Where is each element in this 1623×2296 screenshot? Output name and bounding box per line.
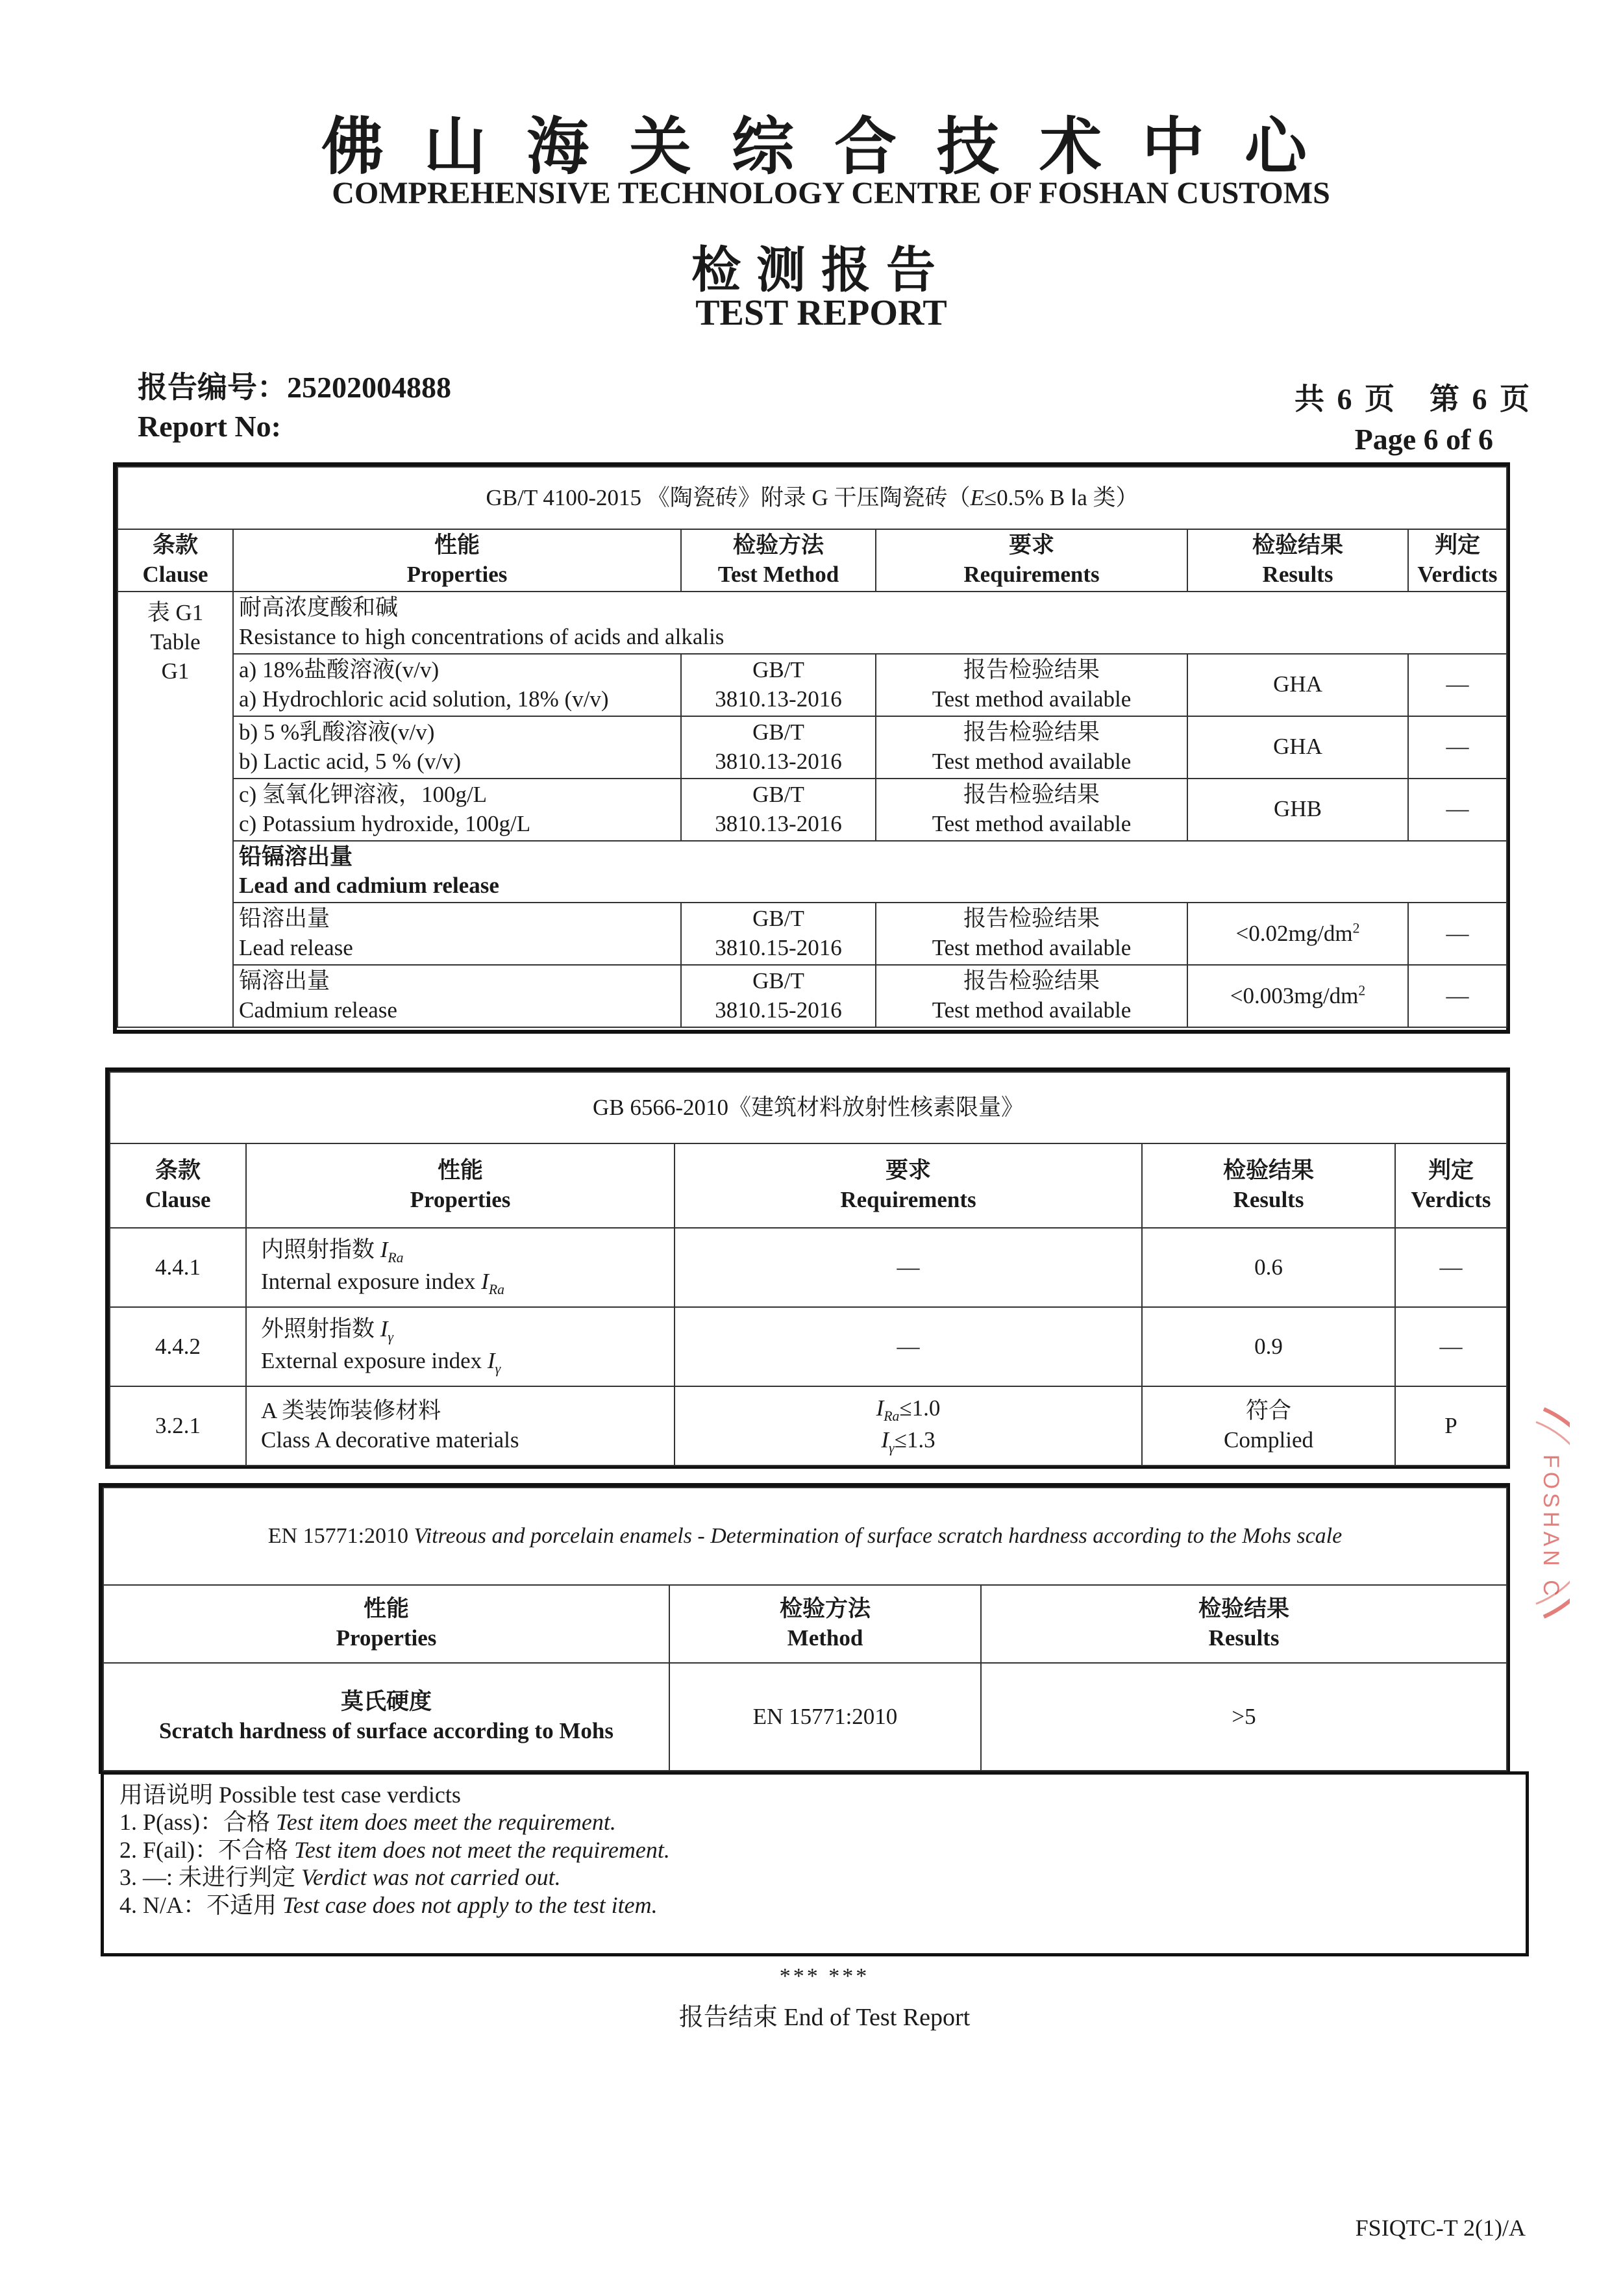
- legend-item-text: Test case does not apply to the test item.: [282, 1891, 658, 1918]
- header-req-cn: 要求: [885, 1158, 931, 1184]
- header-results-cn: 检验结果: [1198, 1596, 1289, 1622]
- method-value: EN 15771:2010: [669, 1663, 981, 1771]
- result-value: [1187, 965, 1408, 1027]
- legend-item-text: Test item does meet the requirement.: [276, 1809, 616, 1836]
- header-properties: [233, 529, 681, 592]
- requirement-en: Test method available: [932, 935, 1132, 961]
- clause-table-g1: [118, 592, 233, 1027]
- verdict-legend: [101, 1771, 1529, 1956]
- method-line-1: GB/T: [752, 968, 804, 994]
- header-properties: [246, 1143, 675, 1228]
- property-en: Scratch hardness of surface according to Mohs: [159, 1718, 613, 1743]
- req2-symbol: I: [881, 1427, 889, 1453]
- radioactivity-test-table: [109, 1071, 1507, 1466]
- property-en-text: External exposure index: [261, 1348, 488, 1373]
- header-properties-cn: 性能: [434, 532, 480, 558]
- req2-value: ≤1.3: [894, 1427, 935, 1453]
- method-line-1: GB/T: [752, 656, 804, 682]
- header-clause-cn: 条款: [152, 532, 198, 558]
- header-results-en: Results: [1233, 1187, 1304, 1212]
- result-en: Complied: [1223, 1427, 1314, 1453]
- property-en-symbol: I: [481, 1269, 489, 1294]
- table-row: [118, 779, 1507, 841]
- report-title-en: TEST REPORT: [695, 293, 947, 333]
- table-row: [110, 1307, 1507, 1386]
- property-cn-subscript: γ: [388, 1329, 393, 1345]
- table1-caption-post: ≤0.5% B Ⅰa 类）: [984, 484, 1139, 510]
- result-text: <0.02mg/dm: [1235, 920, 1353, 946]
- header-verdicts-en: Verdicts: [1417, 562, 1498, 587]
- property-en: c) Potassium hydroxide, 100g/L: [239, 810, 531, 836]
- legend-item-prefix: 2. F(ail)：不合格: [119, 1836, 294, 1863]
- header-properties-cn: 性能: [363, 1596, 409, 1622]
- header-clause: [118, 529, 233, 592]
- verdict-value: P: [1395, 1386, 1507, 1466]
- req1-subscript: Ra: [884, 1408, 900, 1425]
- property-cn-symbol: I: [380, 1237, 388, 1263]
- property-en: a) Hydrochloric acid solution, 18% (v/v): [239, 686, 609, 712]
- verdict-value: —: [1408, 716, 1507, 779]
- header-verdicts: [1395, 1143, 1507, 1228]
- requirement-value: —: [675, 1307, 1142, 1386]
- property-en-symbol: I: [487, 1348, 495, 1373]
- verdict-value: —: [1408, 779, 1507, 841]
- group-acid-alkali: [233, 592, 1507, 654]
- header-clause-en: Clause: [142, 562, 208, 587]
- property-en: Cadmium release: [239, 997, 397, 1023]
- legend-item: [119, 1836, 1510, 1864]
- header-properties-en: Properties: [406, 562, 508, 587]
- table3-caption-title: Vitreous and porcelain enamels - Determination of surface scratch hardness according to the Mohs scale: [414, 1524, 1343, 1549]
- property-en: b) Lactic acid, 5 % (v/v): [239, 748, 462, 774]
- requirement-en: Test method available: [932, 748, 1132, 774]
- mohs-hardness-test-table: [103, 1487, 1507, 1771]
- table-row: [118, 654, 1507, 716]
- method-line-1: GB/T: [752, 906, 804, 932]
- result-value: GHA: [1187, 716, 1408, 779]
- header-verdicts-cn: 判定: [1434, 532, 1480, 558]
- report-number-value: 25202004888: [287, 371, 451, 404]
- table2-caption: GB 6566-2010《建筑材料放射性核素限量》: [110, 1072, 1507, 1143]
- property-cn: A 类装饰装修材料: [261, 1398, 441, 1424]
- requirement-cn: 报告检验结果: [963, 906, 1100, 932]
- result-value: 0.9: [1142, 1307, 1395, 1386]
- header-verdicts-en: Verdicts: [1411, 1187, 1491, 1212]
- legend-item-text: Verdict was not carried out.: [301, 1864, 561, 1891]
- property-en-text: Internal exposure index: [261, 1269, 482, 1294]
- table-row: [118, 965, 1507, 1027]
- result-value: [1187, 903, 1408, 965]
- method-line-2: 3810.13-2016: [715, 810, 842, 836]
- requirement-value: —: [675, 1228, 1142, 1307]
- header-clause-en: Clause: [145, 1187, 211, 1212]
- clause-value: 3.2.1: [110, 1386, 246, 1466]
- clause-value: 4.4.1: [110, 1228, 246, 1307]
- property-en: [261, 1347, 669, 1379]
- property-cn-text: 内照射指数: [261, 1237, 380, 1263]
- table-row: [110, 1228, 1507, 1307]
- requirement-cn: 报告检验结果: [963, 968, 1100, 994]
- header-clause: [110, 1143, 246, 1228]
- organization-name-en: COMPREHENSIVE TECHNOLOGY CENTRE OF FOSHAN CUSTOMS: [332, 176, 1330, 210]
- property-cn: [261, 1315, 669, 1347]
- group-lead-cadmium: [233, 841, 1507, 903]
- table-row: [103, 1663, 1507, 1771]
- method-line-2: 3810.15-2016: [715, 935, 842, 961]
- legend-item-prefix: 4. N/A：不适用: [119, 1891, 282, 1918]
- property-cn-text: 外照射指数: [261, 1316, 380, 1342]
- header-properties-en: Properties: [336, 1625, 437, 1651]
- header-results: [1142, 1143, 1395, 1228]
- table-row: [110, 1386, 1507, 1466]
- requirement-en: Test method available: [932, 686, 1132, 712]
- header-properties-cn: 性能: [437, 1158, 483, 1184]
- property-en: Lead release: [239, 935, 353, 961]
- result-value: GHB: [1187, 779, 1408, 841]
- result-sup: 2: [1358, 982, 1366, 999]
- property-en-subscript: γ: [495, 1361, 501, 1377]
- header-req-cn: 要求: [1008, 532, 1054, 558]
- result-value: >5: [981, 1663, 1507, 1771]
- header-req-en: Requirements: [840, 1187, 976, 1212]
- end-of-report: 报告结束 End of Test Report: [678, 2004, 971, 2031]
- verdict-value: —: [1395, 1228, 1507, 1307]
- header-method-cn: 检验方法: [732, 532, 824, 558]
- header-results-en: Results: [1208, 1625, 1280, 1651]
- report-number-label-en: Report No:: [138, 410, 281, 443]
- result-sup: 2: [1352, 920, 1360, 936]
- report-title-cn: 检测报告: [691, 241, 951, 299]
- header-test-method: [681, 529, 876, 592]
- table3-caption-standard: EN 15771:2010: [267, 1524, 414, 1549]
- result-cn: 符合: [1245, 1398, 1291, 1424]
- property-cn: b) 5 %乳酸溶液(v/v): [239, 719, 435, 745]
- group-acid-alkali-en: Resistance to high concentrations of acids and alkalis: [239, 623, 725, 649]
- header-method: [669, 1585, 981, 1663]
- method-line-2: 3810.13-2016: [715, 748, 842, 774]
- table1-caption-pre: GB/T 4100-2015 《陶瓷砖》附录 G 干压陶瓷砖（: [486, 484, 971, 510]
- requirement-cn: 报告检验结果: [963, 719, 1100, 745]
- header-properties-en: Properties: [410, 1187, 511, 1212]
- verdict-value: —: [1408, 965, 1507, 1027]
- result-text: <0.003mg/dm: [1230, 982, 1359, 1008]
- legend-item-prefix: 1. P(ass)：合格: [119, 1809, 276, 1836]
- property-cn-symbol: I: [380, 1316, 388, 1342]
- form-code: FSIQTC-T 2(1)/A: [1355, 2215, 1526, 2241]
- end-stars: *** ***: [779, 1964, 870, 1988]
- table-row: [118, 903, 1507, 965]
- page-indicator-cn: 共 6 页 第 6 页: [1295, 382, 1532, 416]
- method-line-2: 3810.15-2016: [715, 997, 842, 1023]
- header-req-en: Requirements: [963, 562, 1100, 587]
- req1-symbol: I: [876, 1395, 884, 1421]
- header-results: [981, 1585, 1507, 1663]
- group-lead-cadmium-cn: 铅镉溶出量: [239, 843, 353, 869]
- group-lead-cadmium-en: Lead and cadmium release: [239, 873, 499, 899]
- requirement-line-1: [680, 1394, 1136, 1426]
- header-method-cn: 检验方法: [779, 1596, 871, 1622]
- header-verdicts: [1408, 529, 1507, 592]
- property-en: Class A decorative materials: [261, 1427, 519, 1453]
- header-results-en: Results: [1262, 562, 1333, 587]
- property-cn: [261, 1236, 669, 1267]
- verdict-value: —: [1408, 903, 1507, 965]
- header-results: [1187, 529, 1408, 592]
- table1-caption: [118, 467, 1507, 529]
- page-indicator-en: Page 6 of 6: [1354, 423, 1493, 456]
- header-properties: [103, 1585, 669, 1663]
- header-method-en: Test Method: [717, 562, 839, 587]
- property-cn: 铅溶出量: [239, 906, 330, 932]
- report-number-label-cn: 报告编号：: [138, 371, 287, 404]
- method-line-1: GB/T: [752, 719, 804, 745]
- clause-en-2: G1: [161, 658, 190, 684]
- ceramic-tile-test-table: [117, 466, 1507, 1028]
- verdict-value: —: [1408, 654, 1507, 716]
- header-results-cn: 检验结果: [1252, 532, 1343, 558]
- req2-subscript: γ: [889, 1440, 895, 1456]
- requirement-cn: 报告检验结果: [963, 656, 1100, 682]
- header-results-cn: 检验结果: [1222, 1158, 1314, 1184]
- legend-item-text: Test item does not meet the requirement.: [293, 1836, 670, 1863]
- organization-name-cn: 佛山海关综合技术中心: [321, 110, 1347, 183]
- header-method-en: Method: [787, 1625, 863, 1651]
- group-acid-alkali-cn: 耐高浓度酸和碱: [239, 595, 399, 620]
- header-requirements: [675, 1143, 1142, 1228]
- seal-text: FOSHAN C: [1539, 1454, 1563, 1600]
- method-line-2: 3810.13-2016: [715, 686, 842, 712]
- property-cn: c) 氢氧化钾溶液，100g/L: [239, 781, 488, 807]
- requirement-cn: 报告检验结果: [963, 781, 1100, 807]
- clause-value: 4.4.2: [110, 1307, 246, 1386]
- property-en-subscript: Ra: [488, 1282, 504, 1297]
- table-row: [118, 716, 1507, 779]
- clause-en-1: Table: [150, 629, 201, 655]
- legend-item-prefix: 3. —: 未进行判定: [119, 1864, 302, 1891]
- property-cn: a) 18%盐酸溶液(v/v): [239, 656, 440, 682]
- property-cn-subscript: Ra: [388, 1250, 404, 1266]
- clause-cn: 表 G1: [147, 600, 204, 625]
- table1-caption-e: E: [970, 484, 984, 510]
- property-en: [261, 1267, 669, 1299]
- req1-value: ≤1.0: [899, 1395, 941, 1421]
- legend-item: [119, 1891, 1510, 1919]
- header-requirements: [876, 529, 1187, 592]
- property-cn: 镉溶出量: [239, 968, 330, 994]
- report-number-cn: [138, 364, 451, 406]
- method-line-1: GB/T: [752, 781, 804, 807]
- result-value: 0.6: [1142, 1228, 1395, 1307]
- requirement-en: Test method available: [932, 810, 1132, 836]
- verdict-legend-title: 用语说明 Possible test case verdicts: [119, 1782, 461, 1808]
- legend-item: [119, 1864, 1510, 1891]
- requirement-en: Test method available: [932, 997, 1132, 1023]
- verdict-value: —: [1395, 1307, 1507, 1386]
- requirement-line-2: [680, 1426, 1136, 1458]
- result-value: GHA: [1187, 654, 1408, 716]
- table3-caption: [103, 1488, 1507, 1585]
- official-seal-icon: [1446, 1396, 1570, 1630]
- legend-item: [119, 1808, 1510, 1836]
- property-cn: 莫氏硬度: [340, 1689, 432, 1715]
- header-clause-cn: 条款: [155, 1158, 201, 1184]
- header-verdicts-cn: 判定: [1428, 1158, 1474, 1184]
